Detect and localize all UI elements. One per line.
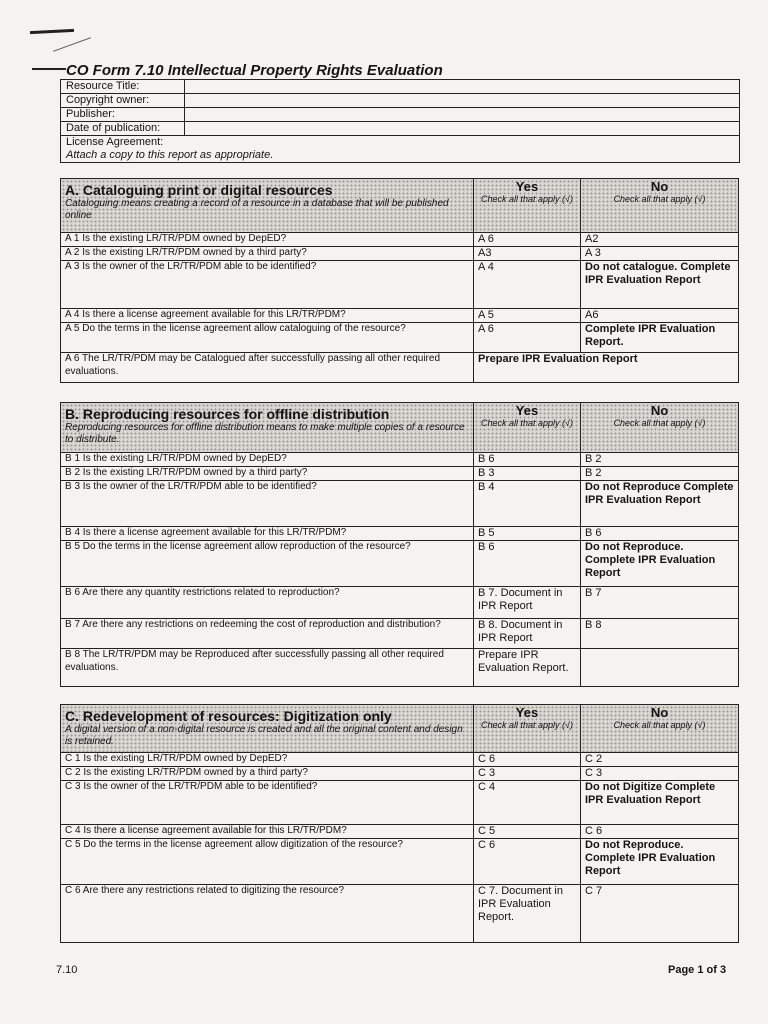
table-row [61,781,739,825]
no-answer[interactable]: A2 [581,233,739,247]
info-label-license: License Agreement: [66,136,164,148]
table-row [61,247,739,261]
question: C 3 Is the owner of the LR/TR/PDM able to be identified? [61,781,474,825]
no-instruction: Check all that apply (√) [613,418,706,428]
yes-answer[interactable]: A3 [474,247,581,261]
no-answer[interactable]: Do not Reproduce Complete IPR Evaluation Report [581,481,739,527]
section-header [61,179,739,233]
section-title: A. Cataloguing print or digital resources [65,182,333,198]
question: A 4 Is there a license agreement available for this LR/TR/PDM? [61,309,474,323]
info-label-publisher: Publisher: [61,108,185,122]
no-label: No [650,403,669,418]
title-dash [32,68,66,70]
question: B 2 Is the existing LR/TR/PDM owned by a third party? [61,467,474,481]
table-row [61,885,739,943]
publisher-field[interactable] [185,108,740,122]
table-row [61,309,739,323]
yes-answer[interactable]: C 4 [474,781,581,825]
question: B 5 Do the terms in the license agreement allow reproduction of the resource? [61,541,474,587]
final-action: Prepare IPR Evaluation Report. [474,649,581,687]
table-row [61,261,739,309]
form-title: CO Form 7.10 Intellectual Property Rights Evaluation [66,62,443,79]
info-row [61,136,740,163]
info-label-copyright-owner: Copyright owner: [61,94,185,108]
no-answer[interactable]: C 6 [581,825,739,839]
yes-answer[interactable]: A 4 [474,261,581,309]
question: B 4 Is there a license agreement available for this LR/TR/PDM? [61,527,474,541]
date-of-publication-field[interactable] [185,122,740,136]
question: B 1 Is the existing LR/TR/PDM owned by DepED? [61,453,474,467]
yes-answer[interactable]: C 6 [474,839,581,885]
info-row [61,94,740,108]
no-instruction: Check all that apply (√) [613,194,706,204]
section-title-cell [61,179,474,233]
question: C 6 Are there any restrictions related to digitizing the resource? [61,885,474,943]
section-subtitle: Reproducing resources for offline distribution means to make multiple copies of a resource to distribute. [65,422,465,445]
yes-answer[interactable]: C 3 [474,767,581,781]
table-row [61,453,739,467]
info-row [61,108,740,122]
no-label: No [650,179,669,194]
table-row [61,649,739,687]
yes-answer[interactable]: B 3 [474,467,581,481]
section-a-table [60,178,739,383]
table-row [61,233,739,247]
no-answer[interactable]: B 2 [581,453,739,467]
yes-answer[interactable]: B 7. Document in IPR Report [474,587,581,619]
question: A 6 The LR/TR/PDM may be Catalogued after successfully passing all other required evaluations. [61,353,474,383]
yes-label: Yes [515,179,539,194]
yes-label: Yes [515,705,539,720]
yes-answer[interactable]: B 4 [474,481,581,527]
yes-header [474,403,581,453]
section-title-cell [61,403,474,453]
question: C 2 Is the existing LR/TR/PDM owned by a third party? [61,767,474,781]
no-answer[interactable]: A6 [581,309,739,323]
no-answer[interactable]: Do not Reproduce. Complete IPR Evaluation Report [581,839,739,885]
copyright-owner-field[interactable] [185,94,740,108]
no-answer[interactable]: B 7 [581,587,739,619]
no-answer[interactable]: C 2 [581,753,739,767]
no-answer[interactable]: Do not Digitize Complete IPR Evaluation Report [581,781,739,825]
table-row [61,467,739,481]
yes-header [474,705,581,753]
no-answer[interactable]: Do not Reproduce. Complete IPR Evaluation Report [581,541,739,587]
no-answer[interactable]: Do not catalogue. Complete IPR Evaluation Report [581,261,739,309]
table-row [61,323,739,353]
section-subtitle: Cataloguing means creating a record of a resource in a database that will be published online [65,198,449,221]
question: C 4 Is there a license agreement available for this LR/TR/PDM? [61,825,474,839]
resource-info-table [60,79,740,163]
no-answer[interactable]: A 3 [581,247,739,261]
no-answer[interactable]: B 2 [581,467,739,481]
yes-instruction: Check all that apply (√) [481,418,573,428]
section-title-cell [61,705,474,753]
section-title: B. Reproducing resources for offline distribution [65,406,390,422]
question: A 3 Is the owner of the LR/TR/PDM able to be identified? [61,261,474,309]
yes-answer[interactable]: B 6 [474,453,581,467]
yes-label: Yes [515,403,539,418]
scan-mark [30,29,74,34]
table-row [61,753,739,767]
section-subtitle: A digital version of a non-digital resource is created and all the original content and design is retained. [65,724,463,747]
resource-title-field[interactable] [185,80,740,94]
table-row [61,767,739,781]
license-note: Attach a copy to this report as appropriate. [66,149,274,161]
question: A 2 Is the existing LR/TR/PDM owned by a third party? [61,247,474,261]
license-agreement-field[interactable] [61,136,740,163]
table-row [61,825,739,839]
question: A 5 Do the terms in the license agreement allow cataloguing of the resource? [61,323,474,353]
no-header [581,403,739,453]
section-title: C. Redevelopment of resources: Digitization only [65,708,392,724]
final-action: Prepare IPR Evaluation Report [474,353,739,383]
no-answer[interactable]: C 7 [581,885,739,943]
no-header [581,179,739,233]
section-header [61,403,739,453]
question: C 5 Do the terms in the license agreement allow digitization of the resource? [61,839,474,885]
question: C 1 Is the existing LR/TR/PDM owned by DepED? [61,753,474,767]
info-label-date: Date of publication: [61,122,185,136]
table-row [61,527,739,541]
no-answer[interactable]: B 8 [581,619,739,649]
info-row [61,122,740,136]
yes-instruction: Check all that apply (√) [481,720,573,730]
form-number: 7.10 [56,964,78,976]
no-label: No [650,705,669,720]
table-row [61,353,739,383]
yes-answer[interactable]: A 6 [474,323,581,353]
yes-answer[interactable]: C 5 [474,825,581,839]
table-row [61,481,739,527]
no-answer[interactable]: Complete IPR Evaluation Report. [581,323,739,353]
no-answer[interactable]: B 6 [581,527,739,541]
section-c-table [60,704,739,943]
no-instruction: Check all that apply (√) [613,720,706,730]
no-header [581,705,739,753]
yes-answer[interactable]: A 5 [474,309,581,323]
no-answer[interactable]: C 3 [581,767,739,781]
yes-header [474,179,581,233]
table-row [61,587,739,619]
scan-mark [53,37,91,52]
section-b-table [60,402,739,687]
yes-answer[interactable]: A 6 [474,233,581,247]
yes-answer[interactable]: B 5 [474,527,581,541]
empty-cell [581,649,739,687]
question: B 6 Are there any quantity restrictions related to reproduction? [61,587,474,619]
yes-answer[interactable]: C 7. Document in IPR Evaluation Report. [474,885,581,943]
question: A 1 Is the existing LR/TR/PDM owned by DepED? [61,233,474,247]
table-row [61,541,739,587]
question: B 3 Is the owner of the LR/TR/PDM able to be identified? [61,481,474,527]
section-header [61,705,739,753]
yes-answer[interactable]: B 6 [474,541,581,587]
question: B 8 The LR/TR/PDM may be Reproduced after successfully passing all other required evaluations. [61,649,474,687]
yes-answer[interactable]: C 6 [474,753,581,767]
page-number: Page 1 of 3 [668,964,727,976]
table-row [61,839,739,885]
table-row [61,619,739,649]
info-row [61,80,740,94]
yes-answer[interactable]: B 8. Document in IPR Report [474,619,581,649]
yes-instruction: Check all that apply (√) [481,194,573,204]
info-label-resource-title: Resource Title: [61,80,185,94]
question: B 7 Are there any restrictions on redeeming the cost of reproduction and distribution? [61,619,474,649]
